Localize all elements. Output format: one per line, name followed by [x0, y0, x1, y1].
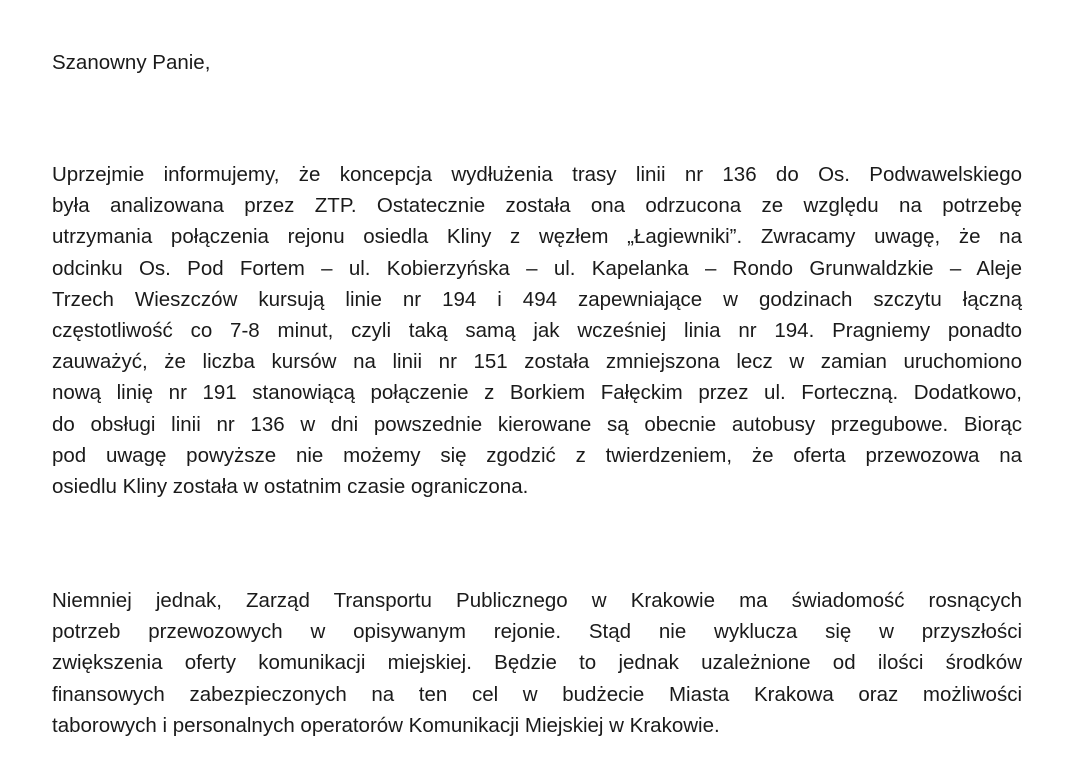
greeting: Szanowny Panie,: [52, 51, 211, 74]
text-line: pod uwagę powyższe nie możemy się zgodzić z twierdzeniem, że oferta przewozowa na: [52, 443, 1022, 467]
paragraph-1: [52, 159, 1022, 502]
text-line: do obsługi linii nr 136 w dni powszednie kierowane są obecnie autobusy przegubowe. Biorąc: [52, 412, 1022, 436]
text-line: odcinku Os. Pod Fortem – ul. Kobierzyńska – ul. Kapelanka – Rondo Grunwaldzkie – Aleje: [52, 256, 1022, 280]
text-line: była analizowana przez ZTP. Ostatecznie została ona odrzucona ze względu na potrzebę: [52, 194, 1022, 218]
text-line: finansowych zabezpieczonych na ten cel w budżecie Miasta Krakowa oraz możliwości: [52, 682, 1022, 706]
text-line: zauważyć, że liczba kursów na linii nr 151 została zmniejszona lecz w zamian uruchomiono: [52, 350, 1022, 374]
text-line: nową linię nr 191 stanowiącą połączenie z Borkiem Fałęckim przez ul. Forteczną. Dodatkowo,: [52, 381, 1022, 405]
text-line: Niemniej jednak, Zarząd Transportu Publicznego w Krakowie ma świadomość rosnących: [52, 589, 1022, 612]
text-line: taborowych i personalnych operatorów Komunikacji Miejskiej w Krakowie.: [52, 713, 720, 737]
text-line: osiedlu Kliny została w ostatnim czasie ograniczona.: [52, 474, 529, 498]
text-line: potrzeb przewozowych w opisywanym rejonie. Stąd nie wyklucza się w przyszłości: [52, 620, 1022, 644]
paragraph-2: [52, 585, 1022, 741]
text-line: Uprzejmie informujemy, że koncepcja wydłużenia trasy linii nr 136 do Os. Podwawelskiego: [52, 163, 1022, 186]
text-line: zwiększenia oferty komunikacji miejskiej. Będzie to jednak uzależnione od ilości środków: [52, 651, 1022, 675]
text-line: utrzymania połączenia rejonu osiedla Kliny z węzłem „Łagiewniki”. Zwracamy uwagę, że na: [52, 225, 1022, 249]
text-line: Trzech Wieszczów kursują linie nr 194 i 494 zapewniające w godzinach szczytu łączną: [52, 287, 1022, 311]
text-line: częstotliwość co 7-8 minut, czyli taką samą jak wcześniej linia nr 194. Pragniemy ponadto: [52, 318, 1022, 342]
